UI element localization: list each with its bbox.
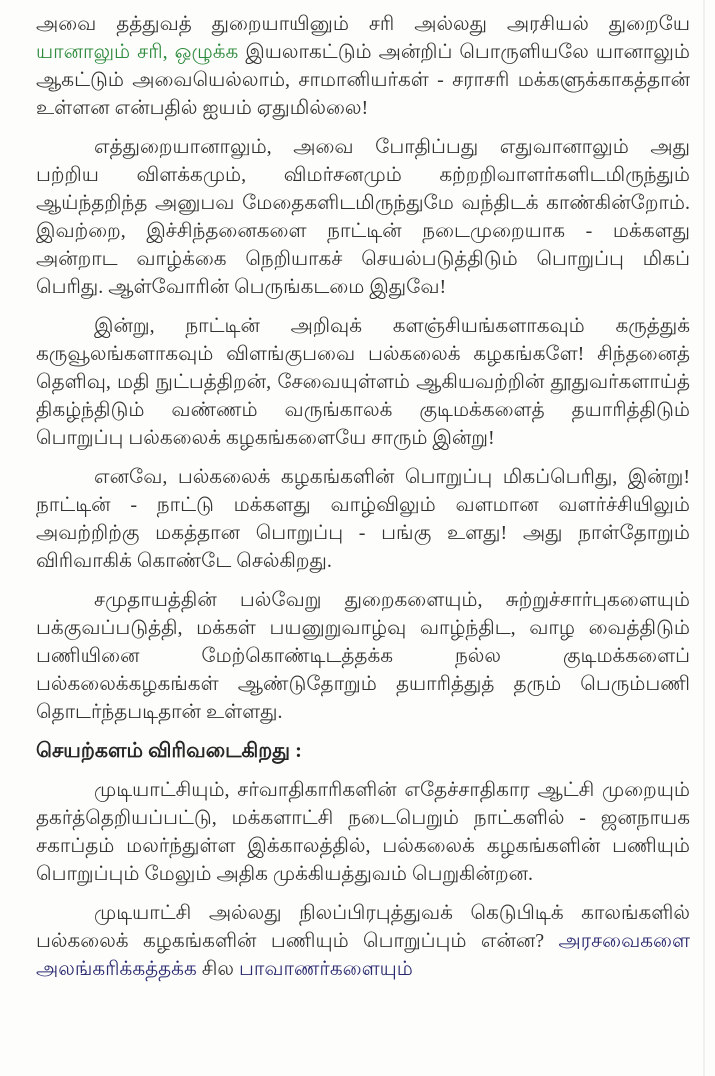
text-run-green: யானாலும் சரி, ஒழுக்க xyxy=(36,41,246,63)
paragraph-6 xyxy=(36,776,690,888)
paragraph-2 xyxy=(36,133,690,301)
text-run: எத்துறையானாலும், அவை போதிப்பது எதுவானாலும் அது பற்றிய விளக்கமும், விமர்சனமும் கற்றறிவாளர்களிடமிருந்தும் ஆய்ந்தறிந்த அனுபவ மேதைகளிடமிருந்துமே வந்திடக் காண்கின்றோம். இவற்றை, இச்சிந்தனைகளை நாட்டின் நடைமுறையாக - மக்களது அன்றாட வாழ்க்கை நெறியாகச் செயல்படுத்திடும் பொறுப்பு மிகப் பெரிது. ஆள்வோரின் பெருங்கடமை இதுவே! xyxy=(36,136,690,298)
text-run: சமுதாயத்தின் பல்வேறு துறைகளையும், சுற்றுச்சார்புகளையும் பக்குவப்படுத்தி, மக்கள் பயனுறுவாழ்வு வாழ்ந்திட, வாழ வைத்திடும் பணியினை மேற்கொண்டிடத்தக்க நல்ல குடிமக்களைப் பல்கலைக்கழகங்கள் ஆண்டுதோறும் தயாரித்துத் தரும் பெரும்பணி தொடர்ந்தபடிதான் உள்ளது. xyxy=(36,589,690,723)
text-run: முடியாட்சி அல்லது நிலப்பிரபுத்துவக் கெடுபிடிக் காலங்களில் பல்கலைக் கழகங்களின் பணியும் பொறுப்பும் என்ன? xyxy=(36,902,690,952)
text-run: எனவே, பல்கலைக் கழகங்களின் பொறுப்பு மிகப்பெரிது, இன்று! நாட்டின் - நாட்டு மக்களது வாழ்விலும் வளமான வளர்ச்சியிலும் அவற்றிற்கு மகத்தான பொறுப்பு - பங்கு உளது! அது நாள்தோறும் விரிவாகிக் கொண்டே செல்கிறது. xyxy=(36,466,690,572)
text-run: முடியாட்சியும், சர்வாதிகாரிகளின் எதேச்சாதிகார ஆட்சி முறையும் தகர்த்தெறியப்பட்டு, மக்களாட்சி நடைபெறும் நாட்களில் - ஜனநாயக சகாப்தம் மலர்ந்துள்ள இக்காலத்தில், பல்கலைக் கழகங்களின் பணியும் பொறுப்பும் மேலும் அதிக முக்கியத்துவம் பெறுகின்றன. xyxy=(36,779,690,885)
page-text-block xyxy=(36,10,690,994)
paragraph-3 xyxy=(36,312,690,452)
paragraph-5 xyxy=(36,586,690,726)
section-heading: செயற்களம் விரிவடைகிறது : xyxy=(36,740,302,762)
paragraph-7 xyxy=(36,899,690,983)
text-run: இன்று, நாட்டின் அறிவுக் களஞ்சியங்களாகவும் கருத்துக் கருவூலங்களாகவும் விளங்குபவை பல்கலைக் கழகங்களே! சிந்தனைத் தெளிவு, மதி நுட்பத்திறன், சேவையுள்ளம் ஆகியவற்றின் தூதுவர்களாய்த் திகழ்ந்திடும் வண்ணம் வருங்காலக் குடிமக்களைத் தயாரித்திடும் பொறுப்பு பல்கலைக் கழகங்களையே சாரும் இன்று! xyxy=(36,315,690,449)
paragraph-1 xyxy=(36,10,690,122)
scan-edge-line xyxy=(703,0,705,1076)
text-run-navy: பாவாணர்களையும் xyxy=(239,958,413,980)
text-run: சில xyxy=(201,958,240,980)
paragraph-4 xyxy=(36,463,690,575)
text-run: அவை தத்துவத் துறையாயினும் சரி அல்லது அரசியல் துறையே xyxy=(36,13,690,35)
text-run: இயலாகட்டும் அன்றிப் பொருளியலே யானாலும் ஆகட்டும் அவையெல்லாம், சாமானியர்கள் - சராசரி மக்களுக்காகத்தான் உள்ளன என்பதில் ஐயம் ஏதுமில்லை! xyxy=(36,41,690,119)
text-run-navy: அரசவைகளை அலங்கரிக்கத்தக்க xyxy=(36,930,690,980)
